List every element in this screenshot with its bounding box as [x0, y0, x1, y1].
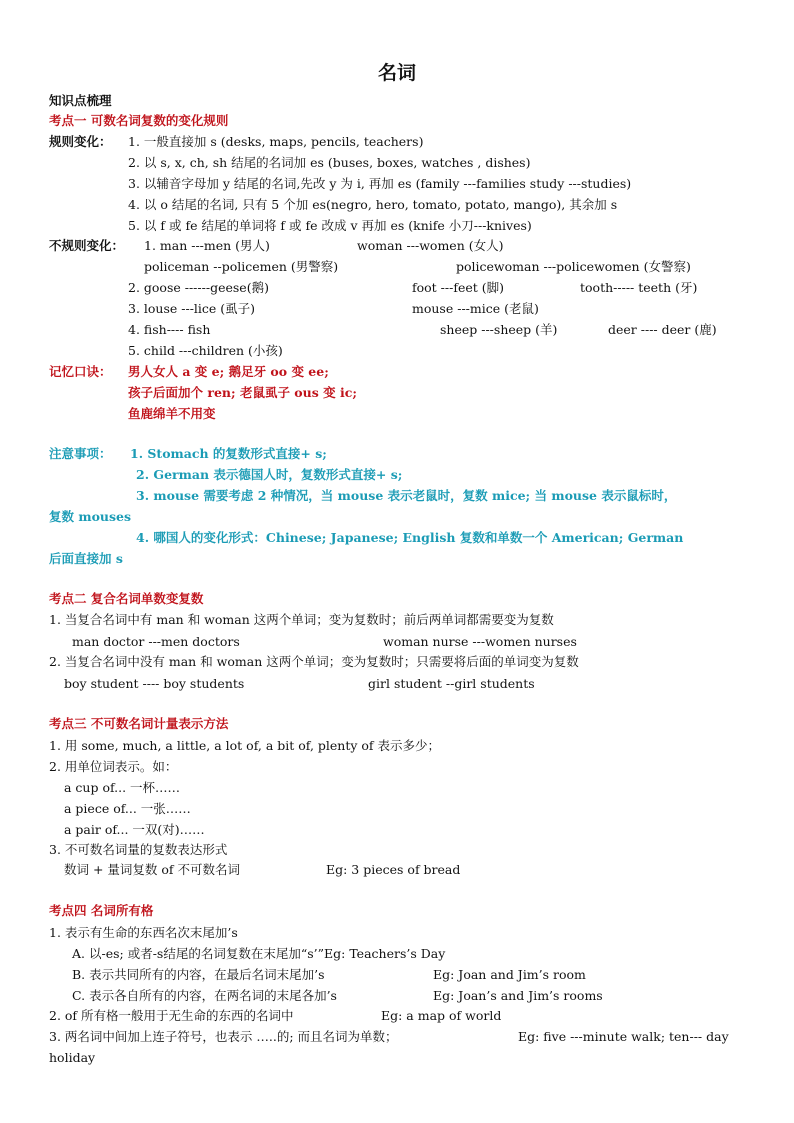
- compound-rule-2: 2. 当复合名词中没有 man 和 woman 这两个单词；变为复数时；只需要将后面的单词变为复数: [49, 654, 579, 669]
- possessive-1b: B. 表示共同所有的内容，在最后名词末尾加’s: [72, 967, 325, 982]
- possessive-3-cont: holiday: [49, 1050, 96, 1065]
- irregular-6a: 5. child ---children (小孩): [128, 343, 283, 358]
- uncountable-3: 3. 不可数名词量的复数表达形式: [49, 842, 228, 857]
- possessive-1c: C. 表示各自所有的内容，在两名词的末尾各加’s: [72, 988, 337, 1003]
- possessive-1a: A. 以-es; 或者-s结尾的名词复数在末尾加“s’”Eg: Teachers’s Day: [72, 946, 446, 961]
- note-4-cont: 后面直接加 s: [49, 551, 123, 566]
- possessive-1c-example: Eg: Joan’s and Jim’s rooms: [433, 988, 603, 1003]
- compound-rule-1: 1. 当复合名词中有 man 和 woman 这两个单词；变为复数时；前后两单词都需要变为复数: [49, 612, 554, 627]
- regular-rule-5: 5. 以 f 或 fe 结尾的单词将 f 或 fe 改成 v 再加 es (knife 小刀---knives): [128, 218, 532, 233]
- irregular-5c: deer ---- deer (鹿): [608, 322, 717, 337]
- regular-rule-4: 4. 以 o 结尾的名词, 只有 5 个加 es(negro, hero, tomato, potato, mango), 其余加 s: [128, 197, 618, 212]
- section-4-heading: 考点四 名词所有格: [49, 903, 154, 918]
- note-3-cont: 复数 mouses: [49, 509, 132, 524]
- regular-rule-3: 3. 以辅音字母加 y 结尾的名词,先改 y 为 i, 再加 es (family ---families study ---studies): [128, 176, 632, 191]
- page-title: 名词: [377, 62, 416, 84]
- plural-formula: 数词 + 量词复数 of 不可数名词: [64, 862, 241, 877]
- unit-piece: a piece of... 一张……: [64, 801, 191, 816]
- irregular-2a: policeman --policemen (男警察): [144, 259, 339, 274]
- compound-example-2a: boy student ---- boy students: [64, 676, 245, 691]
- outline-heading: 知识点梳理: [49, 93, 112, 108]
- irregular-3c: tooth----- teeth (牙): [580, 280, 698, 295]
- note-1: 1. Stomach 的复数形式直接+ s;: [130, 446, 327, 461]
- notes-label: 注意事项：: [49, 446, 112, 461]
- mnemonic-1: 男人女人 a 变 e; 鹅足牙 oo 变 ee;: [128, 364, 329, 379]
- section-1-heading: 考点一 可数名词复数的变化规则: [49, 113, 229, 128]
- possessive-1b-example: Eg: Joan and Jim’s room: [433, 967, 586, 982]
- section-3-heading: 考点三 不可数名词计量表示方法: [49, 716, 229, 731]
- irregular-5b: sheep ---sheep (羊): [440, 322, 558, 337]
- irregular-3b: foot ---feet (脚): [412, 280, 505, 295]
- note-3: 3. mouse 需要考虑 2 种情况，当 mouse 表示老鼠时，复数 mice; 当 mouse 表示鼠标时，: [136, 488, 677, 503]
- mnemonic-2: 孩子后面加个 ren; 老鼠虱子 ous 变 ic;: [128, 385, 357, 400]
- mnemonic-label: 记忆口诀：: [49, 364, 112, 379]
- compound-example-2b: girl student --girl students: [368, 676, 535, 691]
- compound-example-1a: man doctor ---men doctors: [72, 634, 240, 649]
- irregular-2b: policewoman ---policewomen (女警察): [456, 259, 691, 274]
- irregular-label: 不规则变化：: [49, 238, 125, 253]
- regular-rule-2: 2. 以 s, x, ch, sh 结尾的名词加 es (buses, boxes, watches , dishes): [128, 155, 531, 170]
- unit-cup: a cup of... 一杯……: [64, 780, 181, 795]
- uncountable-1: 1. 用 some, much, a little, a lot of, a bit of, plenty of 表示多少；: [49, 738, 441, 753]
- irregular-4b: mouse ---mice (老鼠): [412, 301, 539, 316]
- regular-rule-1: 1. 一般直接加 s (desks, maps, pencils, teachers): [128, 134, 424, 149]
- possessive-2: 2. of 所有格一般用于无生命的东西的名词中: [49, 1008, 294, 1023]
- note-2: 2. German 表示德国人时，复数形式直接+ s;: [136, 467, 403, 482]
- section-2-heading: 考点二 复合名词单数变复数: [49, 591, 204, 606]
- irregular-1b: woman ---women (女人): [357, 238, 504, 253]
- regular-label: 规则变化：: [49, 134, 112, 149]
- uncountable-2: 2. 用单位词表示。如：: [49, 759, 178, 774]
- possessive-3-example: Eg: five ---minute walk; ten--- day: [518, 1029, 729, 1044]
- mnemonic-3: 鱼鹿绵羊不用变: [128, 406, 216, 421]
- possessive-2-example: Eg: a map of world: [381, 1008, 502, 1023]
- compound-example-1b: woman nurse ---women nurses: [383, 634, 577, 649]
- note-4: 4. 哪国人的变化形式：Chinese; Japanese; English 复数和单数一个 American; German: [136, 530, 684, 545]
- irregular-3a: 2. goose ------geese(鹅): [128, 280, 269, 295]
- possessive-1: 1. 表示有生命的东西名次末尾加’s: [49, 925, 238, 940]
- possessive-3: 3. 两名词中间加上连子符号，也表示 …..的; 而且名词为单数；: [49, 1029, 398, 1044]
- irregular-4a: 3. louse ---lice (虱子): [128, 301, 256, 316]
- irregular-5a: 4. fish---- fish: [128, 322, 211, 337]
- plural-example: Eg: 3 pieces of bread: [326, 862, 461, 877]
- irregular-1a: 1. man ---men (男人): [144, 238, 270, 253]
- unit-pair: a pair of... 一双(对)……: [64, 822, 205, 837]
